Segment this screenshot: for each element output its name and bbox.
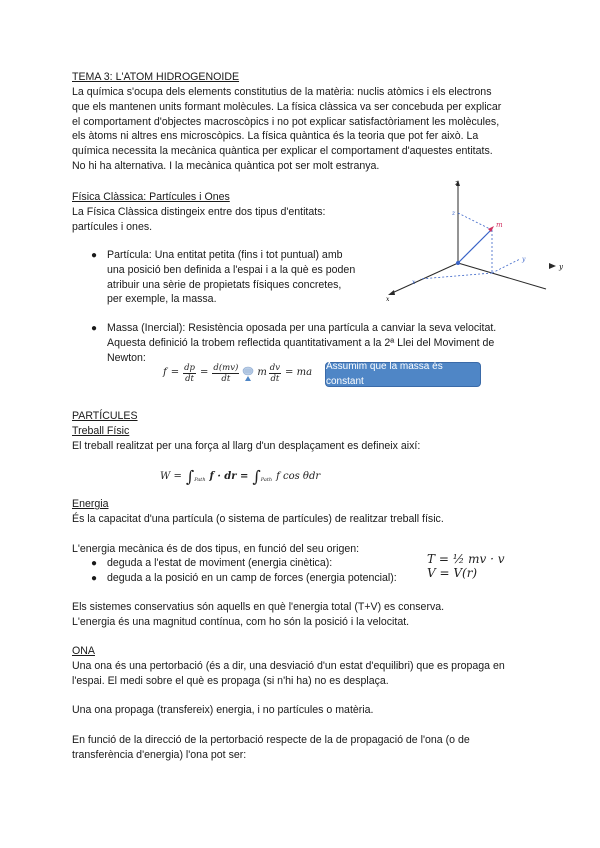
y-axis-arrow [549,263,556,269]
newton-formula [163,358,312,388]
comment-icon[interactable] [242,365,254,381]
bullet-dot: ● [91,323,98,334]
y-axis-label: y [559,263,563,271]
fraction-numerator: dp [184,362,195,373]
z-component-label: z [452,210,456,217]
ona-line: transferència d'energia) l'ona pot ser: [72,748,247,761]
fraction-denominator: dt [270,373,280,384]
bullet-potencial: deguda a la posició en un camp de forces (energia potencial): [107,572,397,584]
bullet-line: per exemple, la massa. [107,293,217,306]
formula-fraction [212,363,239,384]
formula-kinetic: T = ½ mv · v [427,552,505,566]
ona-energy: Una ona propaga (transfereix) energia, i no partícules o matèria. [72,704,374,716]
energia-tipus: L'energia mecànica és de dos tipus, en funció del seu origen: [72,543,360,555]
fraction-denominator: dt [185,373,194,384]
integral-sign: ∫ [252,466,261,486]
page-title: TEMA 3: L'ATOM HIDROGENOIDE [72,71,240,83]
integral-sign: ∫ [185,466,195,486]
ona-line: En funció de la direcció de la pertorbació respecte de la de propagació de l'ona (o de [72,734,470,746]
subsection-title-energia: Energia [72,498,109,510]
position-vector-arrow [488,226,494,232]
bullet-line: Partícula: Una entitat petita (fins i tot puntual) amb [107,249,343,261]
x-axis-label: x [386,296,390,303]
intro-line: els àtoms ni altres ens microscòpics. La física quàntica és la teoria que pot fer això. La [72,130,479,143]
treball-definition: El treball realitzat per una força al llarg d'un desplaçament es defineix així: [72,440,421,452]
section-title-fisica-classica: Física Clàssica: Partícules i Ones [72,191,230,203]
energy-continuous: L'energia és una magnitud contínua, com ho són la posició i la velocitat. [72,616,410,628]
projection-y [492,259,520,273]
intro-paragraph [72,85,532,174]
y-axis [458,263,546,289]
formula-symbol: m [257,366,267,378]
bullet-line: Massa (Inercial): Resistència oposada per una partícula a canviar la seva velocitat. [107,322,497,334]
bullet-line: Newton: [107,351,146,364]
y-component-label: y [522,256,526,263]
subsection-title-treball: Treball Físic [72,425,130,437]
z-axis-label: z [455,179,459,187]
intro-line: química necessita la mecànica quàntica per explicar el comportament d'aquestes entitats. [72,145,493,158]
intro-line: el comportament d'objectes macroscòpics i no pot explicar satisfactòriament les molècules, [72,115,500,128]
origin-point [456,261,460,265]
work-formula [160,462,320,492]
projection-x [420,273,492,279]
bullet-line: atribuir una sèrie de propietats físiques concretes, [107,278,342,291]
integral-subscript: Path [194,477,206,484]
energy-formulas [427,552,505,580]
x-axis [392,263,458,293]
formula-symbol: = ma [285,366,313,378]
bullet-line: Aquesta definició la trobem reflectida quantitativament a la 2ª Llei del Moviment de [107,336,495,349]
coordinate-axes-diagram [370,175,570,305]
formula-fraction [269,363,281,384]
bullet-dot: ● [91,573,98,584]
x-component-label: x [412,279,416,286]
intro-line: que els mantenen units formant molècules. La física clàssica va ser concebuda per explicar [72,100,502,113]
bullet-line: una posició ben definida a l'espai i a la què es poden [107,263,356,276]
formula-symbol: = [170,366,180,378]
fraction-numerator: d(mv) [213,362,239,373]
intro-line: La química s'ocupa dels elements constitutius de la matèria: nuclis atòmics i els electrons [72,86,492,98]
assumption-comment-bubble[interactable] [325,362,481,387]
fraction-denominator: dt [221,373,231,384]
bullet-dot: ● [91,250,98,261]
position-vector [458,229,492,263]
ona-line: Una ona és una pertorbació (és a dir, una desviació d'un estat d'equilibri) que es propaga en [72,660,505,672]
ona-line: l'espai. El medi sobre el què es propaga (si n'hi ha) no es desplaça. [72,674,389,687]
formula-symbol: = [199,366,209,378]
integral-subscript: Path [260,477,273,484]
formula-symbol: f [163,366,167,378]
formula-symbol: W = [160,470,182,482]
ona-definition [72,659,542,689]
formula-symbol: f · dr = [209,470,249,482]
fraction-numerator: dv [269,362,281,373]
bullet-dot: ● [91,558,98,569]
comment-marker[interactable] [242,365,254,381]
conservative-systems: Els sistemes conservatius són aquells en què l'energia total (T+V) es conserva. [72,601,445,613]
ona-direction [72,733,542,763]
energia-definition: És la capacitat d'una partícula (o sistema de partícules) de realitzar treball físic. [72,513,444,525]
bullet-cinetica: deguda a l'estat de moviment (energia cinètica): [107,557,333,569]
x-axis-arrow [388,290,395,295]
intro-line: La Física Clàssica distingeix entre dos tipus d'entitats: [72,206,326,218]
mass-label: m [496,221,503,229]
formula-symbol: f cos θdr [276,470,321,482]
section-title-ona: ONA [72,645,95,657]
bullet-particula [107,248,377,307]
assumption-label: Assumim que la massa és constant [326,360,443,387]
intro-line: partícules i ones. [72,220,153,233]
projection-z [458,213,492,230]
section-title-particules: PARTÍCULES [72,410,138,422]
formula-fraction [183,363,196,384]
fisica-classica-intro [72,205,372,235]
intro-line: No hi ha alternativa. I la mecànica quàntica pot ser molt estranya. [72,159,380,172]
formula-potential: V = V(r) [427,566,478,580]
